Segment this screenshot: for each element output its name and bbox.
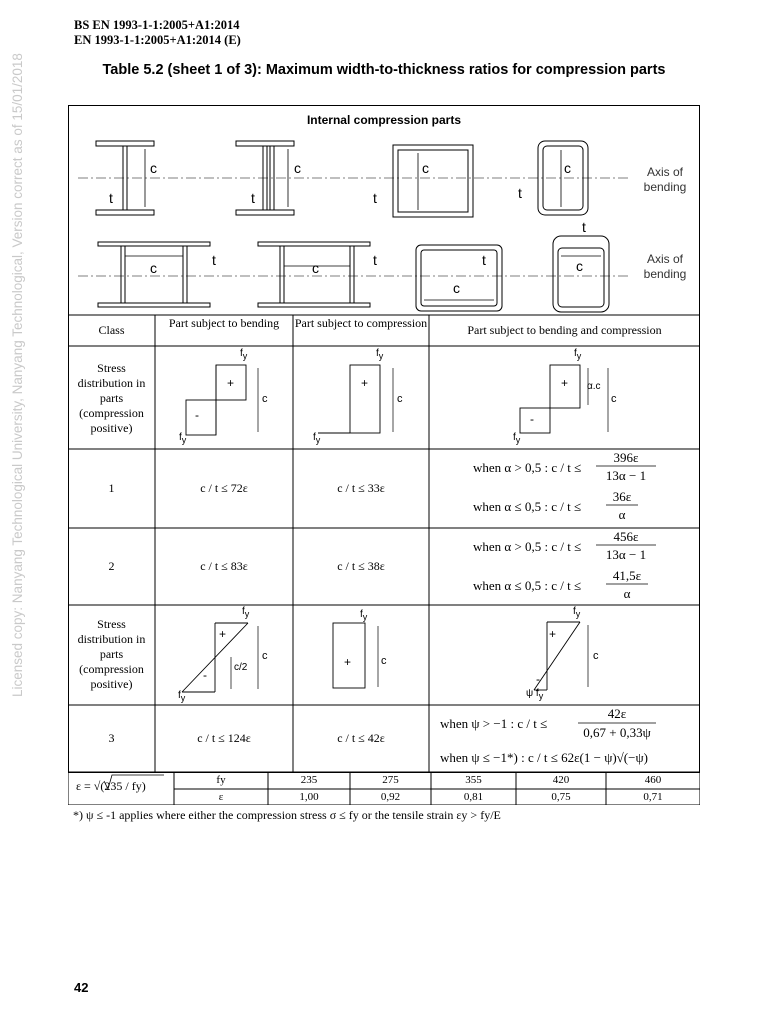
dim-c-5: c — [150, 260, 157, 276]
fy-top-3: $f_y$ — [574, 348, 582, 361]
watermark: Licensed copy: Nanyang Technological University, Nanyang Technological, Version correct as of 15/01/2018 — [10, 53, 25, 697]
axis-of-bending-label-1: Axis of bending — [643, 165, 687, 194]
class-3-compression: c / t ≤ 42ε — [337, 731, 385, 745]
c-dim-s6: c — [593, 650, 599, 662]
footnote: *) ψ ≤ -1 applies where either the compression stress σ ≤ fy or the tensile strain εy > fy/E — [73, 808, 501, 822]
minus-3: - — [530, 412, 534, 426]
class-3-bending: c / t ≤ 124ε — [197, 731, 251, 745]
box-section-1 — [393, 145, 473, 217]
plus-4: + — [219, 627, 227, 641]
c-dim-s4: c — [262, 650, 268, 662]
dim-c-4: c — [564, 160, 571, 176]
c-dim-s5: c — [381, 655, 387, 667]
class-3-num-1: 42ε — [607, 706, 627, 721]
dim-t-7: t — [482, 252, 486, 268]
dim-c-7: c — [453, 280, 460, 296]
header-bending-compression: Part subject to bending and compression — [467, 323, 662, 337]
fy-top-5: $f_y$ — [360, 609, 368, 622]
fy-top-4: $f_y$ — [242, 606, 250, 619]
fy-bottom-4: $f_y$ — [178, 690, 186, 703]
c-dim-s2: c — [397, 393, 403, 405]
fy-top-6: $f_y$ — [573, 606, 581, 619]
stress-distribution-label-1: Stress distribution in parts (compression positive) — [77, 361, 146, 435]
class-3-cond-2: when ψ ≤ −1*) : c / t ≤ 62ε(1 − ψ)√(−ψ) — [440, 750, 648, 765]
box-section-2 — [416, 245, 502, 311]
fy-value: 355 — [465, 774, 482, 786]
fy-top-1: $f_y$ — [240, 348, 248, 361]
rhs-section-2 — [553, 236, 609, 312]
dim-t-2: t — [251, 190, 255, 206]
epsilon-value: 0,81 — [463, 791, 484, 803]
class-1-num-2: 36ε — [612, 489, 632, 504]
class-3-den-1: 0,67 + 0,33ψ — [583, 725, 651, 740]
epsilon-label: ε — [218, 791, 224, 803]
compression-table — [68, 105, 700, 805]
epsilon-value: 0,75 — [551, 791, 571, 803]
header-bending: Part subject to bending — [168, 316, 280, 330]
class-2-den-1: 13α − 1 — [605, 547, 647, 562]
standard-code: BS EN 1993-1-1:2005+A1:2014 — [74, 18, 240, 32]
minus-4: - — [203, 668, 207, 682]
dim-c-1: c — [150, 160, 157, 176]
dim-t-5: t — [212, 252, 216, 268]
stress-diagram-bending — [186, 365, 258, 435]
stress-diagram-compression — [318, 365, 393, 433]
stress-diagram-bending-compression-3 — [534, 622, 588, 690]
class-1-den-2: α — [618, 507, 626, 522]
header-class: Class — [98, 323, 125, 337]
fy-top-2: $f_y$ — [376, 348, 384, 361]
dim-t-8: t — [582, 219, 586, 235]
rhs-section-1 — [538, 141, 588, 215]
standard-code-en: EN 1993-1-1:2005+A1:2014 (E) — [74, 33, 241, 47]
dim-t-3: t — [373, 190, 377, 206]
page-number: 42 — [74, 980, 89, 995]
class-1-cond-1: when α > 0,5 : c / t ≤ — [473, 460, 582, 475]
dim-t-1: t — [109, 190, 113, 206]
plus-1: + — [227, 376, 235, 390]
class-2: 2 — [108, 559, 115, 573]
class-2-den-2: α — [623, 586, 631, 601]
class-2-num-2: 41,5ε — [612, 568, 642, 583]
fy-bottom-3: $f_y$ — [513, 432, 521, 445]
class-2-compression: c / t ≤ 38ε — [337, 559, 385, 573]
dim-c-8: c — [576, 258, 583, 274]
dim-c-6: c — [312, 260, 319, 276]
class-1-den-1: 13α − 1 — [605, 468, 647, 483]
class-2-cond-1: when α > 0,5 : c / t ≤ — [473, 539, 582, 554]
c-half-dim: c/2 — [234, 662, 248, 673]
class-1-compression: c / t ≤ 33ε — [337, 481, 385, 495]
plus-5: + — [344, 655, 352, 669]
epsilon-value: 1,00 — [299, 791, 319, 803]
fy-value: 235 — [300, 774, 318, 786]
axis-of-bending-label-2: Axis of bending — [643, 252, 687, 281]
class-1-cond-2: when α ≤ 0,5 : c / t ≤ — [473, 499, 582, 514]
dim-c-2: c — [294, 160, 301, 176]
class-1-bending: c / t ≤ 72ε — [200, 481, 248, 495]
epsilon-value: 0,92 — [380, 791, 401, 803]
dim-c-3: c — [422, 160, 429, 176]
minus-6: - — [536, 672, 540, 686]
c-dim-s3: c — [611, 393, 617, 405]
plus-3: + — [561, 376, 569, 390]
fy-value: 420 — [552, 774, 570, 786]
class-2-cond-2: when α ≤ 0,5 : c / t ≤ — [473, 578, 582, 593]
fy-bottom-1: $f_y$ — [179, 432, 187, 445]
psi-fy: ψ $f_y$ — [526, 688, 544, 701]
plus-2: + — [361, 376, 369, 390]
fy-value: 275 — [382, 774, 399, 786]
fy-label: fy — [216, 774, 226, 786]
fy-value: 460 — [644, 774, 662, 786]
alpha-c-dim: α.c — [587, 381, 601, 392]
section-title: Internal compression parts — [306, 113, 462, 127]
dim-t-6: t — [373, 252, 377, 268]
c-dim-s1: c — [262, 393, 268, 405]
stress-distribution-label-2: Stress distribution in parts (compression positive) — [77, 617, 146, 691]
class-3: 3 — [108, 731, 115, 745]
table-title: Table 5.2 (sheet 1 of 3): Maximum width-to-thickness ratios for compression parts — [102, 62, 666, 78]
stress-diagram-compression-3 — [333, 623, 378, 688]
class-2-bending: c / t ≤ 83ε — [200, 559, 248, 573]
document-header — [74, 18, 241, 48]
dim-t-4: t — [518, 185, 522, 201]
fy-bottom-2: $f_y$ — [313, 432, 321, 445]
epsilon-formula: ε = √(235 / fy) — [76, 779, 146, 793]
header-compression: Part subject to compression — [294, 316, 428, 330]
plus-6: + — [549, 627, 557, 641]
minus-1: - — [195, 408, 199, 422]
class-1-num-1: 396ε — [613, 450, 639, 465]
class-1: 1 — [108, 481, 115, 495]
class-3-cond-1: when ψ > −1 : c / t ≤ — [440, 716, 548, 731]
class-2-num-1: 456ε — [613, 529, 639, 544]
epsilon-value: 0,71 — [643, 791, 663, 803]
